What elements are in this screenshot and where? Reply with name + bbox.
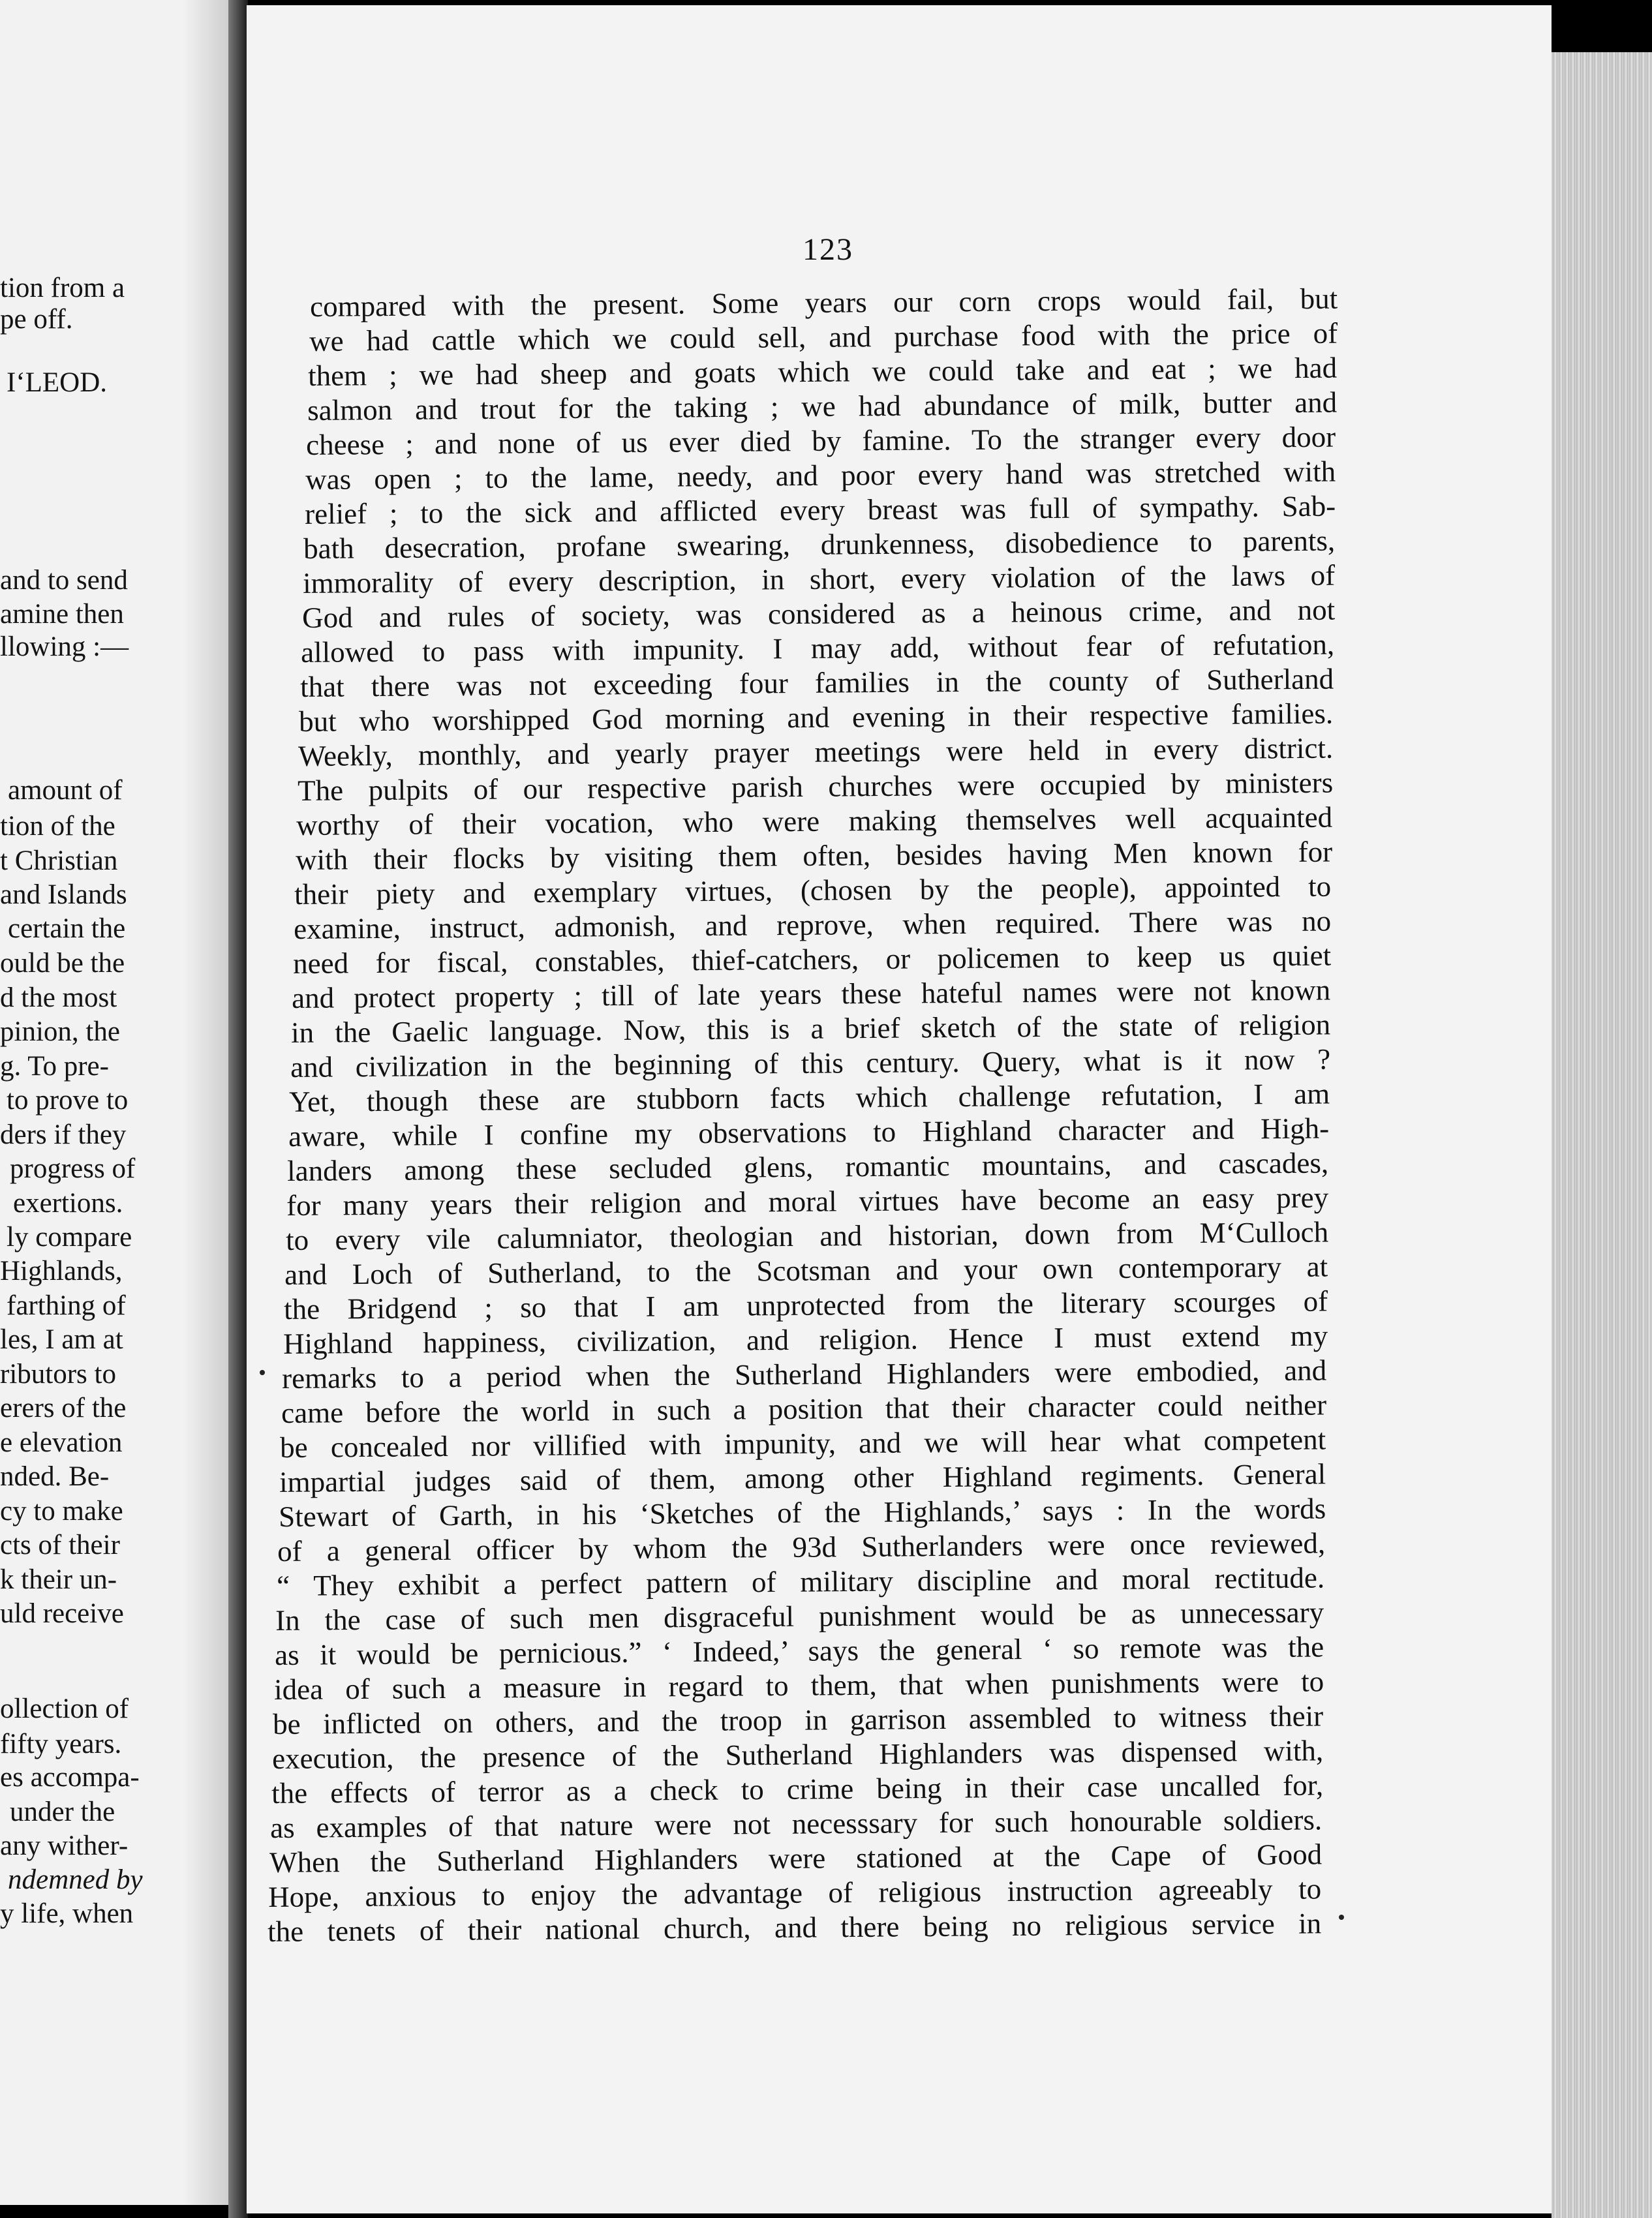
left-page-line: e elevation [0,1427,123,1458]
text-line: them ; we had sheep and goats which we could take and eat ; we had [307,351,1338,392]
left-page-line: nded. Be- [0,1461,110,1492]
left-page-line: g. To pre- [0,1051,109,1082]
left-page-line: uld receive [0,1598,124,1629]
text-line: that there was not exceeding four families in the county of Sutherland [299,662,1334,703]
text-line: idea of such a measure in regard to them, that when punishments were to [273,1665,1324,1706]
text-line: we had cattle which we could sell, and purchase food with the price of [309,316,1338,357]
text-line: was open ; to the lame, needy, and poor every hand was stretched with [305,455,1336,496]
text-line: cheese ; and none of us ever died by famine. To the stranger every door [305,420,1336,461]
text-line: examine, instruct, admonish, and reprove, when required. There was no [293,904,1332,945]
left-page-line: I‘LEOD. [7,367,108,398]
left-page-line: certain the [8,913,126,944]
left-page-line: any wither- [0,1831,129,1861]
left-page-line: ders if they [0,1119,127,1150]
left-page-line: cts of their [0,1530,120,1560]
text-line: but who worshipped God morning and evening in their respective families. [298,697,1334,738]
text-line: aware, while I confine my observations to Highland character and High- [288,1112,1330,1153]
text-line: the Bridgend ; so that I am unprotected from the literary scourges of [283,1284,1328,1326]
text-line: in the Gaelic language. Now, this is a brief sketch of the state of religion [290,1008,1331,1049]
left-page-line: farthing of [7,1290,126,1321]
margin-speck [1339,1915,1344,1920]
left-page-line: progress of [10,1153,136,1184]
left-page-line: fifty years. [0,1729,122,1759]
text-line: worthy of their vocation, who were making themselves well acquainted [296,800,1333,842]
text-line: need for fiscal, constables, thief-catchers, or policemen to keep us quiet [292,939,1332,980]
left-page-line: pe off. [0,304,73,335]
left-page-line: les, I am at [0,1324,123,1355]
left-page-line: ollection of [0,1694,129,1724]
text-line: relief ; to the sick and afflicted every breast was full of sympathy. Sab- [304,489,1336,530]
left-page-line: es accompa- [0,1762,140,1793]
text-line: as it would be pernicious.” ‘ Indeed,’ says the general ‘ so remote was the [274,1630,1324,1671]
left-page-line: ould be the [0,948,125,979]
left-page-line: llowing :— [0,631,129,662]
text-line: their piety and exemplary virtues, (chosen by the people), appointed to [294,870,1332,911]
text-line: “ They exhibit a perfect pattern of military discipline and moral rectitude. [276,1561,1325,1602]
left-page-line: k their un- [0,1564,117,1595]
left-page-line: and Islands [0,879,127,910]
text-line: with their flocks by visiting them often, besides having Men known for [295,835,1333,876]
text-line: Yet, though these are stubborn facts which challenge refutation, I am [288,1077,1330,1118]
text-line: Stewart of Garth, in his ‘Sketches of the Highlands,’ says : In the words [278,1492,1326,1533]
text-line: Weekly, monthly, and yearly prayer meetings were held in every district. [298,731,1334,772]
text-line: The pulpits of our respective parish churches were occupied by ministers [297,766,1334,807]
left-page-line: exertions. [13,1188,123,1219]
left-page-line: Highlands, [0,1256,123,1286]
text-line: impartial judges said of them, among other Highland regiments. General [279,1457,1326,1498]
text-line: landers among these secluded glens, romantic mountains, and cascades, [286,1146,1329,1187]
text-line: the effects of terror as a check to crime being in their case uncalled for, [271,1769,1324,1810]
left-page-line: t Christian [0,845,118,876]
left-page-line: d the most [0,982,117,1013]
text-line: allowed to pass with impunity. I may add, without fear of refutation, [300,628,1335,669]
margin-speck [260,1370,265,1375]
left-page-line: under the [10,1797,115,1827]
left-page-line: ributors to [0,1359,116,1390]
left-page-line: ndemned by [8,1864,143,1895]
text-line: as examples of that nature were not necesssary for such honourable soldiers. [269,1803,1323,1844]
text-line: compared with the present. Some years our corn crops would fail, but [309,282,1338,323]
text-line: bath desecration, profane swearing, drunkenness, disobedience to parents, [303,524,1336,565]
text-line: and protect property ; till of late years these hateful names were not known [291,973,1331,1014]
text-line: to every vile calumniator, theologian and historian, down from M‘Culloch [285,1215,1329,1256]
text-line: Hope, anxious to enjoy the advantage of religious instruction agreeably to [268,1872,1322,1913]
left-page-line: amount of [8,775,123,806]
text-line: for many years their religion and moral virtues have become an easy prey [286,1181,1329,1222]
left-page-line: pinion, the [0,1016,120,1047]
text-line: of a general officer by whom the 93d Sutherlanders were once reviewed, [277,1527,1326,1568]
text-line: In the case of such men disgraceful punishment would be as unnecessary [275,1596,1324,1637]
left-page-line: tion of the [0,811,115,842]
left-page-line: to prove to [7,1085,129,1116]
page-number: 123 [803,232,853,267]
text-line: and civilization in the beginning of this century. Query, what is it now ? [290,1042,1331,1084]
left-page-line: amine then [0,599,124,630]
text-line: God and rules of society, was considered as a heinous crime, and not [301,593,1336,634]
left-page-line: tion from a [0,273,125,303]
text-line: came before the world in such a position that their character could neither [281,1388,1327,1429]
left-page-line: ly compare [7,1222,132,1253]
text-line: execution, the presence of the Sutherland Highlanders was dispensed with, [271,1734,1324,1775]
text-line: immorality of every description, in short, every violation of the laws of [302,558,1336,600]
left-page-line: erers of the [0,1393,127,1423]
text-line: Highland happiness, civilization, and religion. Hence I must extend my [283,1319,1328,1360]
text-line: When the Sutherland Highlanders were stationed at the Cape of Good [269,1838,1323,1879]
left-page-line: cy to make [0,1496,123,1527]
left-page-line: and to send [0,565,128,596]
text-line: be inflicted on others, and the troop in garrison assembled to witness their [272,1699,1324,1740]
text-line: remarks to a period when the Sutherland Highlanders were embodied, and [281,1354,1327,1395]
text-line: and Loch of Sutherland, to the Scotsman and your own contemporary at [284,1250,1328,1291]
text-line: be concealed nor villified with impunity, and we will hear what competent [279,1423,1326,1464]
left-page-line: y life, when [0,1898,134,1929]
text-line: the tenets of their national church, and there being no religious service in [267,1907,1322,1948]
text-line: salmon and trout for the taking ; we had abundance of milk, butter and [307,386,1338,427]
